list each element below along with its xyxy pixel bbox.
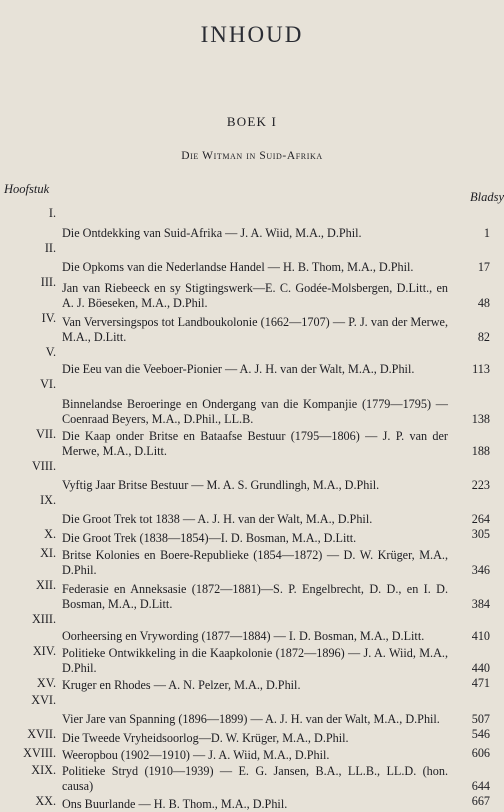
toc-entry[interactable] xyxy=(0,612,504,644)
page-number: 606 xyxy=(471,746,490,760)
toc-entry[interactable] xyxy=(0,693,504,727)
chapter-number: XIII. xyxy=(31,612,56,626)
chapter-title: Oorheersing en Vrywording (1877—1884) — I. D. Bosman, M.A., D.Litt. xyxy=(62,629,425,643)
toc-entry[interactable] xyxy=(0,427,504,459)
page-number: 113 xyxy=(472,362,490,376)
page-number: 138 xyxy=(471,412,490,426)
chapter-number: XVIII. xyxy=(23,746,56,760)
book-heading: BOEK I xyxy=(226,114,278,129)
chapter-number: VI. xyxy=(40,377,56,391)
toc-entry[interactable] xyxy=(0,794,504,812)
toc-entry[interactable] xyxy=(0,727,504,746)
book-subtitle: Die Witman in Suid-Afrika xyxy=(181,150,323,162)
chapter-title: Die Opkoms van die Nederlandse Handel — H. B. Thom, M.A., D.Phil. xyxy=(62,260,414,274)
chapter-title: Die Tweede Vryheidsoorlog—D. W. Krüger, M.A., D.Phil. xyxy=(62,731,349,745)
chapter-title: Binnelandse Beroeringe en Ondergang van die Kompanjie (1779—1795) — Coenraad Beyers, M.A., D.Phil., LL.B. xyxy=(62,397,448,426)
toc-entry[interactable] xyxy=(0,763,504,794)
toc-entry[interactable] xyxy=(0,676,504,693)
page-number: 440 xyxy=(471,661,490,675)
toc-entry[interactable] xyxy=(0,578,504,612)
toc-entry[interactable] xyxy=(0,275,504,311)
page-number: 410 xyxy=(471,629,490,643)
toc-entry[interactable] xyxy=(0,644,504,676)
chapter-number: XIX. xyxy=(31,763,56,777)
chapter-number: V. xyxy=(45,345,56,359)
chapter-number: XVII. xyxy=(27,727,56,741)
toc-entry[interactable] xyxy=(0,459,504,493)
toc-entry[interactable] xyxy=(0,241,504,275)
toc-entry[interactable] xyxy=(0,311,504,345)
toc-entry[interactable] xyxy=(0,493,504,527)
chapter-column-header: Hoofstuk xyxy=(4,182,50,196)
chapter-number: XX. xyxy=(35,794,56,808)
chapter-number: II. xyxy=(44,241,56,255)
chapter-title: Politieke Stryd (1910—1939) — E. G. Jansen, B.A., LL.B., LL.D. (hon. causa) xyxy=(62,764,448,793)
toc-entry[interactable] xyxy=(0,377,504,427)
chapter-title: Jan van Riebeeck en sy Stigtingswerk—E. C. Godée-Molsbergen, D.Litt., en A. J. Böeseken, M.A., D.Phil. xyxy=(62,281,448,310)
chapter-title: Van Verversingspos tot Landboukolonie (1662—1707) — P. J. van der Merwe, M.A., D.Litt. xyxy=(62,315,448,344)
chapter-title: Vier Jare van Spanning (1896—1899) — A. J. H. van der Walt, M.A., D.Phil. xyxy=(62,712,440,726)
chapter-number: XV. xyxy=(36,676,56,690)
page-number: 17 xyxy=(477,260,490,274)
chapter-title: Federasie en Anneksasie (1872—1881)—S. P. Engelbrecht, D. D., en I. D. Bosman, M.A., D.Litt. xyxy=(62,582,448,611)
chapter-title: Weeropbou (1902—1910) — J. A. Wiid, M.A., D.Phil. xyxy=(62,748,330,762)
page-number: 48 xyxy=(477,296,490,310)
chapter-title: Die Ontdekking van Suid-Afrika — J. A. Wiid, M.A., D.Phil. xyxy=(62,226,362,240)
toc-entry[interactable] xyxy=(0,345,504,377)
chapter-number: XVI. xyxy=(31,693,56,707)
chapter-title: Die Kaap onder Britse en Bataafse Bestuur (1795—1806) — J. P. van der Merwe, M.A., D.Litt. xyxy=(62,429,448,458)
page-number: 384 xyxy=(471,597,490,611)
chapter-number: X. xyxy=(44,527,56,541)
page-number: 346 xyxy=(471,563,490,577)
chapter-title: Die Eeu van die Veeboer-Pionier — A. J. H. van der Walt, M.A., D.Phil. xyxy=(62,362,415,376)
chapter-number: VIII. xyxy=(31,459,56,473)
chapter-title: Ons Buurlande — H. B. Thom., M.A., D.Phil. xyxy=(62,797,288,811)
chapter-number: XIV. xyxy=(32,644,56,658)
toc-entry[interactable] xyxy=(0,746,504,763)
chapter-number: XII. xyxy=(36,578,56,592)
page-number: 223 xyxy=(471,478,490,492)
chapter-number: VII. xyxy=(36,427,56,441)
page-number: 471 xyxy=(471,676,490,690)
chapter-title: Kruger en Rhodes — A. N. Pelzer, M.A., D.Phil. xyxy=(62,678,301,692)
toc-entry[interactable] xyxy=(0,527,504,546)
page-number: 546 xyxy=(471,727,490,741)
page-number: 667 xyxy=(471,794,490,808)
chapter-number: I. xyxy=(48,206,56,220)
chapter-title: Britse Kolonies en Boere-Republieke (1854—1872) — D. W. Krüger, M.A., D.Phil. xyxy=(62,548,448,577)
chapter-number: III. xyxy=(40,275,56,289)
chapter-title: Vyftig Jaar Britse Bestuur — M. A. S. Grundlingh, M.A., D.Phil. xyxy=(62,478,380,492)
page-number: 305 xyxy=(471,527,490,541)
page-number: 1 xyxy=(483,226,490,240)
page-number: 644 xyxy=(471,779,490,793)
page-number: 507 xyxy=(471,712,490,726)
chapter-number: XI. xyxy=(40,546,56,560)
page-number: 188 xyxy=(471,444,490,458)
chapter-title: Politieke Ontwikkeling in die Kaapkolonie (1872—1896) — J. A. Wiid, M.A., D.Phil. xyxy=(62,646,448,675)
table-of-contents xyxy=(0,206,504,812)
page-number: 264 xyxy=(471,512,490,526)
toc-entry[interactable] xyxy=(0,546,504,578)
page-title: INHOUD xyxy=(200,22,304,47)
chapter-title: Die Groot Trek tot 1838 — A. J. H. van der Walt, M.A., D.Phil. xyxy=(62,512,373,526)
toc-entry[interactable] xyxy=(0,206,504,241)
page-number: 82 xyxy=(477,330,490,344)
page-column-header: Bladsy xyxy=(469,190,504,204)
chapter-number: IV. xyxy=(41,311,56,325)
chapter-title: Die Groot Trek (1838—1854)—I. D. Bosman, M.A., D.Litt. xyxy=(62,531,357,545)
chapter-number: IX. xyxy=(40,493,56,507)
